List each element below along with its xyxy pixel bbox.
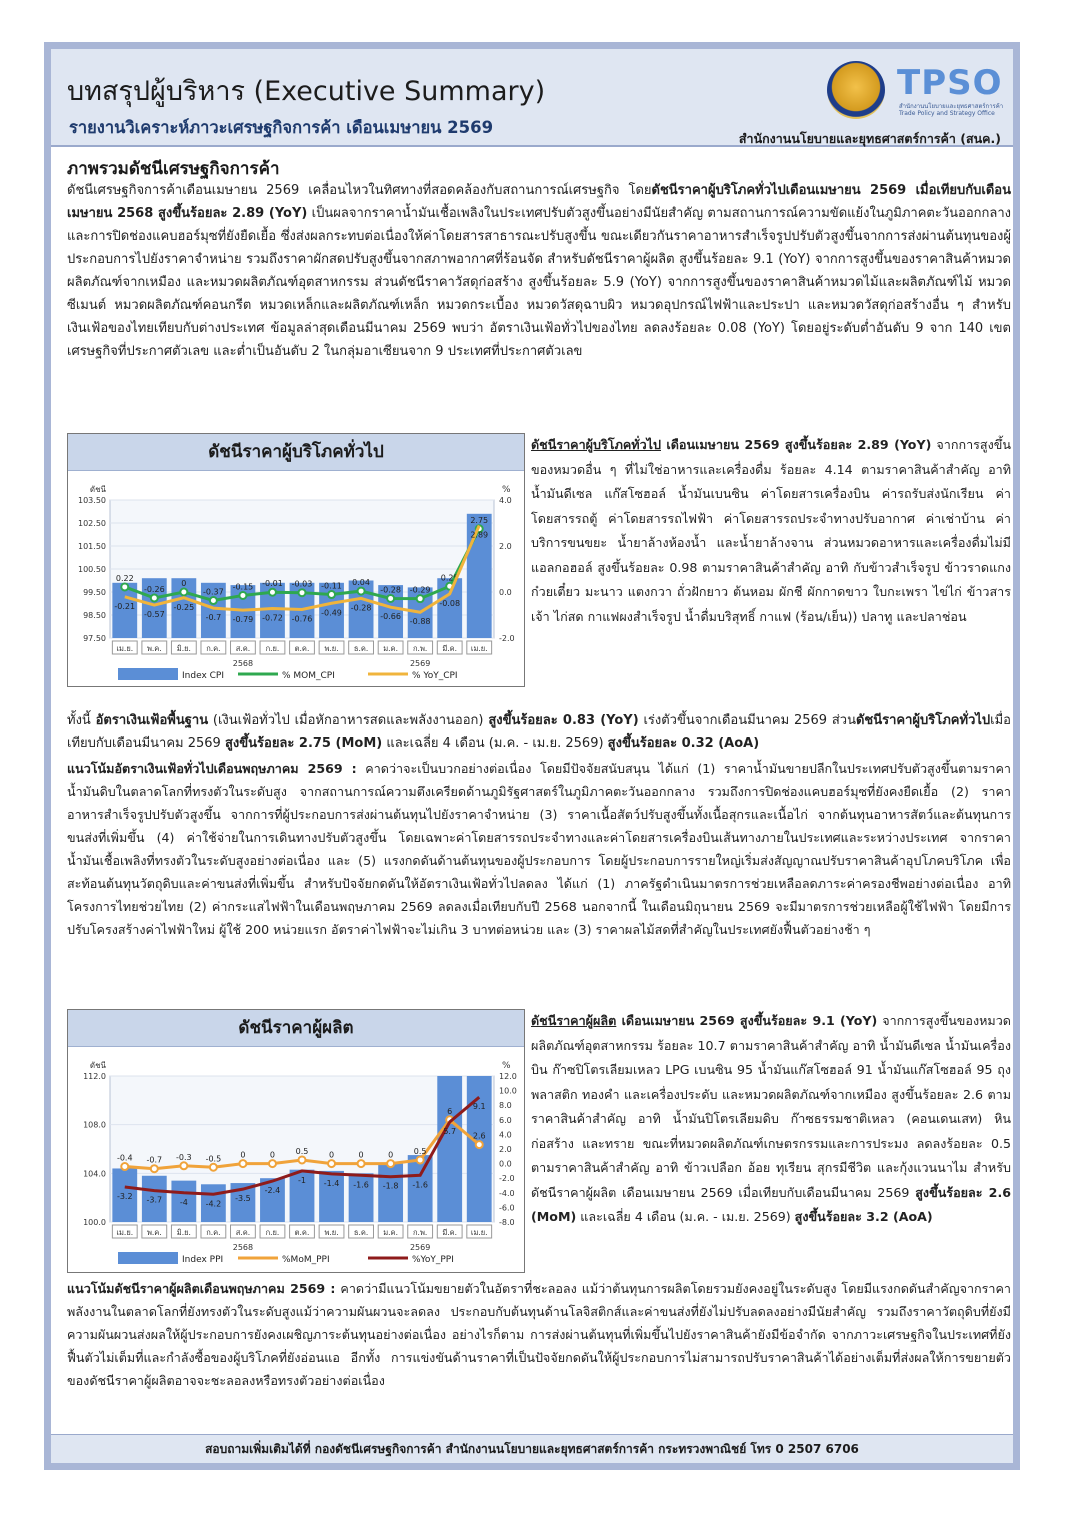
cpi-year-label: 2569: [409, 659, 431, 668]
ppi-chart: [68, 1046, 522, 1270]
ppi-xtick: ส.ค.: [235, 1228, 251, 1237]
cpi-ytick-left: 98.50: [83, 611, 106, 620]
page-title: บทสรุปผู้บริหาร (Executive Summary): [67, 76, 546, 107]
cpi-data-label: -0.57: [143, 610, 165, 620]
cpi-trend-label: แนวโน้มอัตราเงินเฟ้อทั่วไปเดือนพฤษภาคม 2569 :: [67, 761, 357, 776]
cpi-ytick-left: 102.50: [78, 519, 106, 528]
cpi-legend-label: Index CPI: [182, 671, 225, 681]
ppi-data-label: -0.4: [116, 1153, 133, 1163]
ppi-point: [151, 1165, 158, 1172]
cpi-year-label: 2568: [232, 659, 254, 668]
cpi-data-label: -0.88: [409, 617, 431, 627]
ppi-point: [476, 1141, 483, 1148]
cpi-data-label: 0: [181, 579, 187, 588]
intro-highlight: ดัชนีราคาผู้บริโภคทั่วไปเดือนเมษายน 2569 เมื่อเทียบกับเดือนเมษายน 2568 สูงขึ้นร้อยละ 2.89 (YoY): [67, 183, 1011, 221]
ppi-ytick-left: 104.0: [83, 1169, 106, 1179]
intro-text-1: ดัชนีเศรษฐกิจการค้าเดือนเมษายน 2569 เคลื่อนไหวในทิศทางที่สอดคล้องกับสถานการณ์เศรษฐกิจ โดย: [67, 183, 652, 198]
cpi-ytick-right: 2.0: [499, 542, 512, 551]
ppi-ytick-right: -4.0: [499, 1188, 515, 1198]
ppi-ytick-right: 8.0: [499, 1101, 512, 1111]
intro-paragraph: [67, 179, 1011, 363]
ppi-trend-body: คาดว่ามีแนวโน้มขยายตัวในอัตราที่ชะลอลง แม้ว่าต้นทุนการผลิตโดยรวมยังคงอยู่ในระดับสูง โดยมีแรงกดดันสำคัญจากราคาพลังงานในตลาดโลกที่ยังทรงตัวในระดับสูงแม้ว่าความผันผวนจะลดลง ประกอบกับต้นทุนด้านโลจิสติกส์และค่าขนส่งที่ยังไม่ปรับลดลงอย่างมีนัยสำคัญ รวมถึงราคาวัตถุดิบที่ยังมีความผันผวนส่งผลให้ผู้ประกอบการยังคงเผชิญภาระต้นทุนอย่างต่อเนื่อง อย่างไรก็ตาม การส่งผ่านต้นทุนที่เพิ่มขึ้นไปยังราคาสินค้ายังมีข้อจำกัด จากภาวะเศรษฐกิจในประเทศที่ยังฟื้นตัวไม่เต็มที่และกำลังซื้อของผู้บริโภคที่ยังอ่อนแอ อีกทั้ง การแข่งขันด้านราคาที่เป็นปัจจัยกดดันให้ผู้ประกอบการไม่สามารถปรับราคาสินค้าได้อย่างเต็มที่ส่งผลให้การขยายตัวของดัชนีราคาผู้ผลิตอาจจะชะลอลงหรือทรงตัวอย่างต่อเนื่อง: [67, 1281, 1011, 1388]
core-text-1: ทั้งนี้: [67, 713, 96, 728]
ppi-trend-paragraph: [67, 1277, 1011, 1392]
cpi-data-label: -0.66: [380, 612, 401, 622]
core-text-2: (เงินเฟ้อทั่วไป เมื่อหักอาหารสดและพลังงานออก): [208, 713, 489, 728]
cpi-data-label: -0.29: [409, 585, 431, 595]
header: [51, 49, 1013, 147]
ppi-body: จากการสูงขึ้นของหมวดผลิตภัณฑ์อุตสาหกรรม ร้อยละ 10.7 ตามราคาสินค้าสำคัญ อาทิ น้ำมันดีเซล น้ำมันเครื่องบิน ก๊าซปิโตรเลียมเหลว LPG เบนซิน 95 น้ำมันแก๊สโซฮอล์ 91 น้ำมันแก๊สโซฮอล์ 95 ถุงพลาสติก ทองคำ และเครื่องประดับ และหมวดผลิตภัณฑ์จากเหมือง สูงขึ้นร้อยละ 2.6 ตามราคาสินค้าสำคัญ อาทิ น้ำมันปิโตรเลียมดิบ ก๊าซธรรมชาติเหลว (คอนเดนเสท) หินก่อสร้าง และทราย ขณะที่หมวดผลิตภัณฑ์เกษตรกรรมและการประมง ลดลงร้อยละ 0.5 ตามราคาสินค้าสำคัญ อาทิ ข้าวเปลือก อ้อย ทุเรียน สุกรมีชีวิต และกุ้งแวนนาไม สำหรับดัชนีราคาผู้ผลิต เดือนเมษายน 2569 เมื่อเทียบกับเดือนมีนาคม 2569: [531, 1013, 1011, 1200]
cpi-data-label: -0.26: [143, 584, 165, 594]
cpi-data-label: -0.28: [350, 603, 372, 613]
cpi-data-label: -0.79: [232, 615, 254, 625]
ppi-point: [387, 1160, 394, 1167]
cpi-data-label: 0.22: [115, 573, 134, 583]
ppi-xtick: ม.ค.: [383, 1228, 398, 1237]
ppi-ytick-right: -8.0: [499, 1218, 515, 1227]
core-bold-1: อัตราเงินเฟ้อพื้นฐาน: [95, 713, 209, 728]
ppi-point: [180, 1162, 187, 1169]
ppi-data-label: 0: [269, 1150, 276, 1160]
ppi-data-label: 0: [388, 1150, 394, 1160]
cpi-ylabel-left: ดัชนี: [89, 485, 106, 494]
cpi-xtick: ม.ค.: [383, 644, 398, 653]
ppi-point: [328, 1160, 335, 1167]
cpi-point: [210, 597, 217, 604]
ppi-ytick-right: 0.0: [499, 1159, 512, 1169]
cpi-point: [387, 595, 394, 602]
ppi-ylabel-left: ดัชนี: [89, 1061, 106, 1070]
ppi-point: [417, 1156, 424, 1163]
ppi-point: [121, 1163, 128, 1170]
ppi-data-label: -2.4: [264, 1186, 281, 1196]
cpi-xtick: ส.ค.: [235, 644, 251, 653]
cpi-data-label: -0.11: [321, 581, 342, 591]
intro-text-2: เป็นผลจากราคาน้ำมันเชื้อเพลิงในประเทศปรับตัวสูงขึ้นอย่างมีนัยสำคัญ ตามสถานการณ์ความขัดแย้งในภูมิภาคตะวันออกกลาง และการปิดช่องแคบฮอร์มุซที่ยังยืดเยื้อ ซึ่งส่งผลกระทบต่อเนื่องให้ค่าโดยสารสาธารณะปรับสูงขึ้น ขณะเดียวกันราคาอาหารสำเร็จรูปปรับตัวสูงขึ้นจากการส่งผ่านต้นทุนของผู้ประกอบการไปยังราคาจำหน่าย รวมถึงราคาผักสดปรับสูงขึ้นจากสภาพอากาศที่ร้อนจัด สำหรับดัชนีราคาผู้ผลิต สูงขึ้นร้อยละ 9.1 (YoY) จากการสูงขึ้นของราคาสินค้าหมวดผลิตภัณฑ์จากเหมือง และหมวดผลิตภัณฑ์อุตสาหกรรม ส่วนดัชนีราคาวัสดุก่อสร้าง สูงขึ้นร้อยละ 5.9 (YoY) จากการสูงขึ้นของราคาสินค้าหมวดไม้และผลิตภัณฑ์ไม้ หมวดซีเมนต์ หมวดผลิตภัณฑ์คอนกรีต หมวดเหล็กและผลิตภัณฑ์เหล็ก หมวดกระเบื้อง หมวดวัสดุฉาบผิว หมวดอุปกรณ์ไฟฟ้าและประปา และหมวดวัสดุก่อสร้างอื่น ๆ สำหรับเงินเฟ้อของไทยเทียบกับต่างประเทศ ข้อมูลล่าสุดเดือนมีนาคม 2569 พบว่า อัตราเงินเฟ้อทั่วไปของไทย ลดลงร้อยละ 0.08 (YoY) โดยอยู่ระดับต่ำอันดับ 9 จาก 140 เขตเศรษฐกิจที่ประกาศตัวเลข และต่ำเป็นอันดับ 2 ในกลุ่มอาเซียนจาก 9 ประเทศที่ประกาศตัวเลข: [67, 206, 1011, 359]
ppi-bar: [437, 1076, 462, 1222]
ppi-tail-text: และเฉลี่ย 4 เดือน (ม.ค. - เม.ย. 2569): [576, 1209, 795, 1224]
cpi-trend-body: คาดว่าจะเป็นบวกอย่างต่อเนื่อง โดยมีปัจจัยสนับสนุน ได้แก่ (1) ราคาน้ำมันขายปลีกในประเทศปรับตัวสูงขึ้นตามราคาน้ำมันดิบในตลาดโลกที่ทรงตัวในระดับสูง จากสถานการณ์ความตึงเครียดด้านภูมิรัฐศาสตร์ในภูมิภาคตะวันออกกลาง รวมถึงการปิดช่องแคบฮอร์มุซที่ยังคงยืดเยื้อ (2) ราคาอาหารสำเร็จรูปปรับตัวสูงขึ้น จากการที่ผู้ประกอบการส่งผ่านต้นทุนไปยังราคาจำหน่าย (3) ราคาเนื้อสัตว์ปรับสูงขึ้นทั้งเนื้อสุกรและเนื้อไก่ จากต้นทุนอาหารสัตว์และต้นทุนการขนส่งที่เพิ่มขึ้น (4) ค่าใช้จ่ายในการเดินทางปรับตัวสูงขึ้น โดยเฉพาะค่าโดยสารรถประจำทางและค่าโดยสารเครื่องบินเส้นทางภายในประเทศและระหว่างประเทศ จากราคาน้ำมันเชื้อเพลิงที่ทรงตัวในระดับสูงอย่างต่อเนื่อง และ (5) แรงกดดันด้านต้นทุนของผู้ประกอบการ โดยผู้ประกอบการรายใหญ่เริ่มส่งสัญญาณปรับราคาสินค้าอุปโภคบริโภค เพื่อสะท้อนต้นทุนวัตถุดิบและค่าขนส่งที่เพิ่มขึ้น สำหรับปัจจัยกดดันให้อัตราเงินเฟ้อทั่วไปลดลง ได้แก่ (1) ภาครัฐดำเนินมาตรการช่วยเหลือลดภาระค่าครองชีพอย่างต่อเนื่อง อาทิ โครงการไทยช่วยไทย (2) ค่ากระแสไฟฟ้าในเดือนพฤษภาคม 2569 ลดลงเมื่อเทียบกับปี 2568 นอกจากนี้ ในเดือนมิถุนายน 2569 จะมีมาตรการช่วยเหลือผู้ใช้ไฟฟ้า โดยมีการปรับโครงสร้างค่าไฟฟ้าใหม่ ผู้ใช้ 200 หน่วยแรก อัตราค่าไฟฟ้าจะไม่เกิน 3 บาทต่อหน่วย และ (3) ราคาผลไม้สดที่สำคัญในประเทศยังฟื้นตัวอย่างช้า ๆ: [67, 761, 1011, 937]
core-inflation-paragraph: [67, 709, 1011, 755]
cpi-point: [299, 589, 306, 596]
ppi-xtick: เม.ย.: [470, 1228, 488, 1237]
cpi-point: [180, 589, 187, 596]
cpi-data-label: -0.25: [173, 602, 195, 612]
ppi-heading-underlined: ดัชนีราคาผู้ผลิต: [531, 1013, 617, 1028]
cpi-xtick: เม.ย.: [470, 644, 488, 653]
ppi-ytick-left: 108.0: [83, 1120, 106, 1130]
cpi-data-label: -0.15: [232, 582, 254, 592]
ppi-ytick-right: -6.0: [499, 1203, 515, 1213]
ppi-point: [210, 1164, 217, 1171]
ppi-xtick: มี.ค.: [442, 1228, 458, 1237]
ppi-xtick: ต.ค.: [294, 1228, 310, 1237]
cpi-xtick: พ.ย.: [324, 644, 339, 653]
footer-contact: สอบถามเพิ่มเติมได้ที่ กองดัชนีเศรษฐกิจการค้า สำนักงานนโยบายและยุทธศาสตร์การค้า กระทรวงพาณิชย์ โทร 0 2507 6706: [51, 1434, 1013, 1463]
cpi-heading-bold: เดือนเมษายน 2569 สูงขึ้นร้อยละ 2.89 (YoY): [661, 437, 932, 452]
cpi-chart-panel: [67, 433, 525, 687]
ppi-xtick: มิ.ย.: [176, 1228, 191, 1237]
ppi-data-label: -3.7: [146, 1195, 163, 1205]
core-text-4: เมื่อเทียบกับเดือนมีนาคม 2569: [67, 713, 1011, 751]
cpi-point: [121, 583, 128, 590]
ppi-year-label: 2568: [232, 1243, 254, 1252]
cpi-data-label: -0.03: [291, 579, 313, 589]
ppi-ylabel-right: %: [502, 1061, 511, 1071]
cpi-data-label: -0.37: [203, 587, 224, 597]
ppi-legend-label: %MoM_PPI: [282, 1255, 330, 1265]
cpi-legend-label: % MOM_CPI: [282, 671, 335, 681]
ppi-data-label: -1.4: [323, 1178, 340, 1188]
ppi-data-label: -1.6: [412, 1180, 428, 1190]
cpi-body: จากการสูงขึ้นของหมวดอื่น ๆ ที่ไม่ใช่อาหารและเครื่องดื่ม ร้อยละ 4.14 ตามราคาสินค้าสำคัญ อาทิ น้ำมันดีเซล แก๊สโซฮอล์ น้ำมันเบนซิน ค่าโดยสารเครื่องบิน ค่ารถรับส่งนักเรียน ค่าโดยสารรถตู้ ค่าโดยสารรถไฟฟ้า ค่าโดยสารรถประจำทางปรับอากาศ ค่าเช่าบ้าน ค่าบริการขนขยะ น้ำยาล้างห้องน้ำ และน้ำยาล้างจาน ส่วนหมวดอาหารและเครื่องดื่มไม่มีแอลกอฮอล์ สูงขึ้นร้อยละ 0.98 ตามราคาสินค้าสำคัญ อาทิ กับข้าวสำเร็จรูป ข้าวราดแกง ก๋วยเตี๋ยว มะนาว แตงกวา ถั่วฝักยาว ต้นหอม ผักชี ผักกาดขาว ใบกะเพรา ไข่ไก่ ข้าวสารเจ้า ไก่สด กาแฟผงสำเร็จรูป น้ำดื่มบริสุทธิ์ กาแฟ (ร้อน/เย็น)) ปลาทู และปลาช่อน: [531, 437, 1011, 624]
ppi-bar: [378, 1164, 403, 1222]
ppi-chart-panel: [67, 1009, 525, 1273]
cpi-data-label: 2.89: [470, 530, 489, 540]
cpi-ytick-left: 100.50: [78, 565, 106, 574]
ppi-year-label: 2569: [409, 1243, 431, 1252]
ppi-xtick: พ.ย.: [324, 1228, 339, 1237]
ppi-data-label: 0: [240, 1150, 246, 1160]
cpi-xtick: ก.ค.: [206, 644, 221, 653]
cpi-xtick: ก.พ.: [413, 644, 428, 653]
ppi-point: [299, 1156, 306, 1163]
cpi-description: [531, 433, 1011, 629]
ppi-heading-bold: เดือนเมษายน 2569 สูงขึ้นร้อยละ 9.1 (YoY): [616, 1013, 878, 1028]
cpi-point: [269, 589, 276, 596]
ppi-data-label: -0.5: [205, 1154, 222, 1164]
ppi-ytick-right: 12.0: [499, 1072, 517, 1081]
core-bold-3: ดัชนีราคาผู้บริโภคทั่วไป: [855, 713, 991, 728]
ppi-legend-label: Index PPI: [182, 1255, 224, 1265]
cpi-point: [239, 592, 246, 599]
ppi-xtick: ก.ย.: [265, 1228, 280, 1237]
organization-name: สำนักงานนโยบายและยุทธศาสตร์การค้า (สนค.): [738, 131, 1001, 146]
ppi-description: [531, 1009, 1011, 1230]
ppi-ytick-right: 2.0: [499, 1145, 512, 1154]
cpi-heading-underlined: ดัชนีราคาผู้บริโภคทั่วไป: [531, 437, 661, 452]
cpi-ylabel-right: %: [502, 485, 511, 495]
cpi-chart-title: ดัชนีราคาผู้บริโภคทั่วไป: [68, 434, 524, 471]
cpi-legend-label: % YoY_CPI: [412, 671, 458, 681]
cpi-trend-paragraph: [67, 757, 1011, 941]
ppi-point: [239, 1160, 246, 1167]
cpi-ytick-left: 101.50: [78, 542, 106, 551]
ppi-trend-label: แนวโน้มดัชนีราคาผู้ผลิตเดือนพฤษภาคม 2569 :: [67, 1281, 336, 1296]
cpi-data-label: 2.75: [470, 515, 489, 525]
ppi-ytick-right: 10.0: [499, 1086, 517, 1096]
ppi-legend-label: %YoY_PPI: [412, 1255, 454, 1265]
ministry-seal-icon: [827, 61, 885, 119]
cpi-xtick: ก.ย.: [265, 644, 280, 653]
core-bold-2: สูงขึ้นร้อยละ 0.83 (YoY): [488, 713, 639, 728]
cpi-data-label: -0.76: [291, 614, 313, 624]
ppi-ytick-right: 4.0: [499, 1130, 512, 1140]
ppi-data-label: -0.3: [176, 1152, 192, 1162]
ppi-data-label: 0: [358, 1150, 364, 1160]
ppi-legend-swatch: [118, 1252, 178, 1264]
ppi-xtick: ก.พ.: [413, 1228, 428, 1237]
cpi-data-label: -0.7: [205, 613, 222, 623]
ppi-data-label: 0.5: [295, 1146, 309, 1156]
cpi-data-label: -0.08: [439, 598, 461, 608]
ppi-xtick: เม.ย.: [116, 1228, 134, 1237]
ppi-ytick-left: 100.0: [83, 1218, 106, 1227]
ppi-data-label: 0.5: [413, 1146, 427, 1156]
cpi-point: [358, 588, 365, 595]
cpi-ytick-right: -2.0: [499, 634, 515, 643]
cpi-xtick: พ.ค.: [146, 644, 162, 653]
ppi-ytick-right: 6.0: [499, 1115, 512, 1125]
ppi-ytick-right: -2.0: [499, 1174, 515, 1184]
core-bold-5: สูงขึ้นร้อยละ 0.32 (AoA): [607, 736, 760, 751]
ppi-data-label: -1.8: [382, 1181, 399, 1191]
cpi-data-label: -0.49: [321, 608, 342, 618]
ppi-ytick-left: 112.0: [83, 1072, 106, 1081]
ppi-xtick: ก.ค.: [206, 1228, 221, 1237]
cpi-legend-swatch: [118, 668, 178, 680]
ppi-chart-title: ดัชนีราคาผู้ผลิต: [68, 1010, 524, 1047]
cpi-point: [151, 594, 158, 601]
ppi-data-label: -1.6: [353, 1180, 369, 1190]
ppi-data-label: 5.7: [443, 1126, 457, 1136]
document-frame: [44, 42, 1020, 1470]
ppi-data-label: 0: [328, 1150, 335, 1160]
cpi-data-label: 0.25: [440, 573, 459, 583]
tpso-logo-subtitle: สำนักงานนโยบายและยุทธศาสตร์การค้า Trade Policy and Strategy Office: [899, 103, 1004, 117]
ppi-data-label: -3.5: [235, 1194, 251, 1204]
section-title: ภาพรวมดัชนีเศรษฐกิจการค้า: [67, 159, 280, 179]
ppi-point: [269, 1160, 276, 1167]
ppi-mom-bold: สูงขึ้นร้อยละ 2.6 (MoM): [531, 1184, 1011, 1224]
ppi-point: [358, 1160, 365, 1167]
ppi-xtick: ธ.ค.: [353, 1228, 369, 1237]
core-text-3: เร่งตัวขึ้นจากเดือนมีนาคม 2569 ส่วน: [638, 713, 856, 728]
cpi-xtick: เม.ย.: [116, 644, 134, 653]
cpi-ytick-left: 97.50: [83, 634, 106, 643]
ppi-data-label: 9.1: [472, 1102, 486, 1112]
ppi-data-label: -4.2: [205, 1199, 222, 1209]
tpso-logo: TPSO: [897, 63, 1003, 103]
cpi-data-label: -0.01: [262, 579, 283, 589]
ppi-data-label: 6: [447, 1106, 453, 1116]
ppi-data-label: -0.7: [146, 1155, 163, 1165]
cpi-xtick: มิ.ย.: [176, 644, 191, 653]
cpi-ytick-left: 99.50: [83, 588, 106, 597]
cpi-xtick: ต.ค.: [294, 644, 310, 653]
cpi-data-label: -0.72: [262, 613, 283, 623]
ppi-data-label: -3.2: [116, 1191, 133, 1201]
ppi-xtick: พ.ค.: [146, 1228, 162, 1237]
ppi-data-label: -1: [298, 1175, 306, 1185]
page-subtitle: รายงานวิเคราะห์ภาวะเศรษฐกิจการค้า เดือนเมษายน 2569: [69, 118, 494, 137]
cpi-data-label: -0.21: [114, 601, 136, 611]
cpi-point: [417, 595, 424, 602]
cpi-ytick-left: 103.50: [78, 496, 106, 505]
ppi-data-label: 2.6: [472, 1131, 486, 1141]
cpi-ytick-right: 4.0: [499, 496, 512, 505]
cpi-data-label: 0.04: [352, 578, 370, 588]
cpi-data-label: -0.28: [380, 585, 401, 595]
ppi-aoa-bold: สูงขึ้นร้อยละ 3.2 (AoA): [794, 1209, 933, 1224]
ppi-data-label: -4: [179, 1197, 188, 1207]
cpi-xtick: มี.ค.: [442, 644, 458, 653]
cpi-ytick-right: 0.0: [499, 588, 512, 597]
cpi-chart: [68, 470, 522, 684]
core-text-5: และเฉลี่ย 4 เดือน (ม.ค. - เม.ย. 2569): [382, 736, 608, 751]
cpi-point: [328, 591, 335, 598]
core-bold-4: สูงขึ้นร้อยละ 2.75 (MoM): [224, 736, 383, 751]
cpi-xtick: ธ.ค.: [353, 644, 369, 653]
